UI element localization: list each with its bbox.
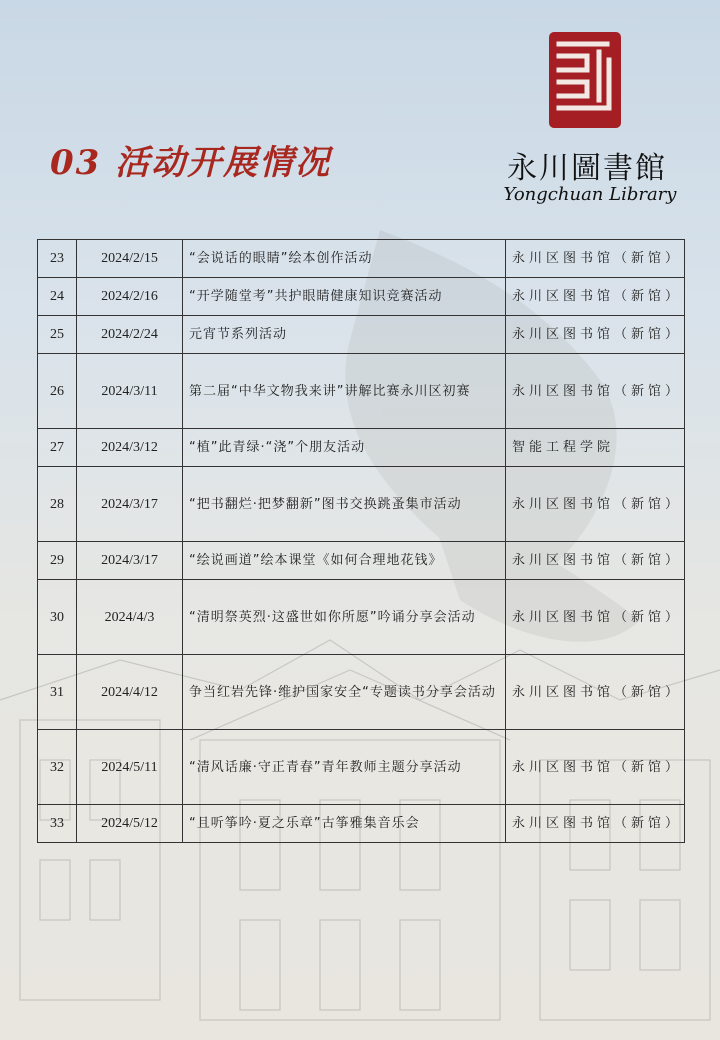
row-number: 27 (38, 429, 77, 467)
row-activity: “且听筝吟·夏之乐章”古筝雅集音乐会 (183, 805, 506, 843)
row-date: 2024/4/12 (77, 655, 183, 730)
table-row (38, 278, 685, 316)
row-organizer: 永川区图书馆（新馆） (506, 730, 685, 805)
row-number: 29 (38, 542, 77, 580)
row-number: 24 (38, 278, 77, 316)
row-activity: “绘说画道”绘本课堂《如何合理地花钱》 (183, 542, 506, 580)
row-organizer: 永川区图书馆（新馆） (506, 542, 685, 580)
row-activity: 第二届“中华文物我来讲”讲解比赛永川区初赛 (183, 354, 506, 429)
row-organizer: 永川区图书馆（新馆） (506, 467, 685, 542)
row-activity: “把书翻烂·把梦翻新”图书交换跳蚤集市活动 (183, 467, 506, 542)
library-seal-logo (547, 30, 623, 130)
row-date: 2024/3/17 (77, 467, 183, 542)
row-number: 23 (38, 240, 77, 278)
table-row (38, 805, 685, 843)
row-number: 28 (38, 467, 77, 542)
row-date: 2024/3/17 (77, 542, 183, 580)
row-activity: “清风话廉·守正青春”青年教师主题分享活动 (183, 730, 506, 805)
activity-table (37, 239, 685, 843)
row-date: 2024/4/3 (77, 580, 183, 655)
row-number: 31 (38, 655, 77, 730)
row-activity: 争当红岩先锋·维护国家安全“专题读书分享会活动 (183, 655, 506, 730)
row-date: 2024/2/16 (77, 278, 183, 316)
table-row (38, 316, 685, 354)
row-activity: “植”此青绿·“浇”个朋友活动 (183, 429, 506, 467)
row-activity: “开学随堂考”共护眼睛健康知识竞赛活动 (183, 278, 506, 316)
table-row (38, 354, 685, 429)
table-row (38, 240, 685, 278)
row-number: 30 (38, 580, 77, 655)
row-organizer: 永川区图书馆（新馆） (506, 805, 685, 843)
row-date: 2024/3/12 (77, 429, 183, 467)
table-row (38, 580, 685, 655)
row-date: 2024/2/15 (77, 240, 183, 278)
row-organizer: 永川区图书馆（新馆） (506, 278, 685, 316)
row-organizer: 永川区图书馆（新馆） (506, 580, 685, 655)
row-organizer: 永川区图书馆（新馆） (506, 240, 685, 278)
table-row (38, 467, 685, 542)
table-row (38, 542, 685, 580)
row-organizer: 永川区图书馆（新馆） (506, 655, 685, 730)
logo-chinese-name: 永川圖書館 (507, 151, 667, 186)
table-row (38, 429, 685, 467)
row-number: 26 (38, 354, 77, 429)
table-row (38, 655, 685, 730)
logo-english-name: Yongchuan Library (503, 184, 677, 205)
row-activity: 元宵节系列活动 (183, 316, 506, 354)
row-organizer: 永川区图书馆（新馆） (506, 316, 685, 354)
row-number: 32 (38, 730, 77, 805)
row-date: 2024/3/11 (77, 354, 183, 429)
row-organizer: 永川区图书馆（新馆） (506, 354, 685, 429)
row-activity: “清明祭英烈·这盛世如你所愿”吟诵分享会活动 (183, 580, 506, 655)
row-date: 2024/5/12 (77, 805, 183, 843)
row-date: 2024/5/11 (77, 730, 183, 805)
row-number: 25 (38, 316, 77, 354)
table-row (38, 730, 685, 805)
row-activity: “会说话的眼睛”绘本创作活动 (183, 240, 506, 278)
page-title: 03 活动开展情况 (50, 143, 332, 183)
row-organizer: 智能工程学院 (506, 429, 685, 467)
row-number: 33 (38, 805, 77, 843)
row-date: 2024/2/24 (77, 316, 183, 354)
